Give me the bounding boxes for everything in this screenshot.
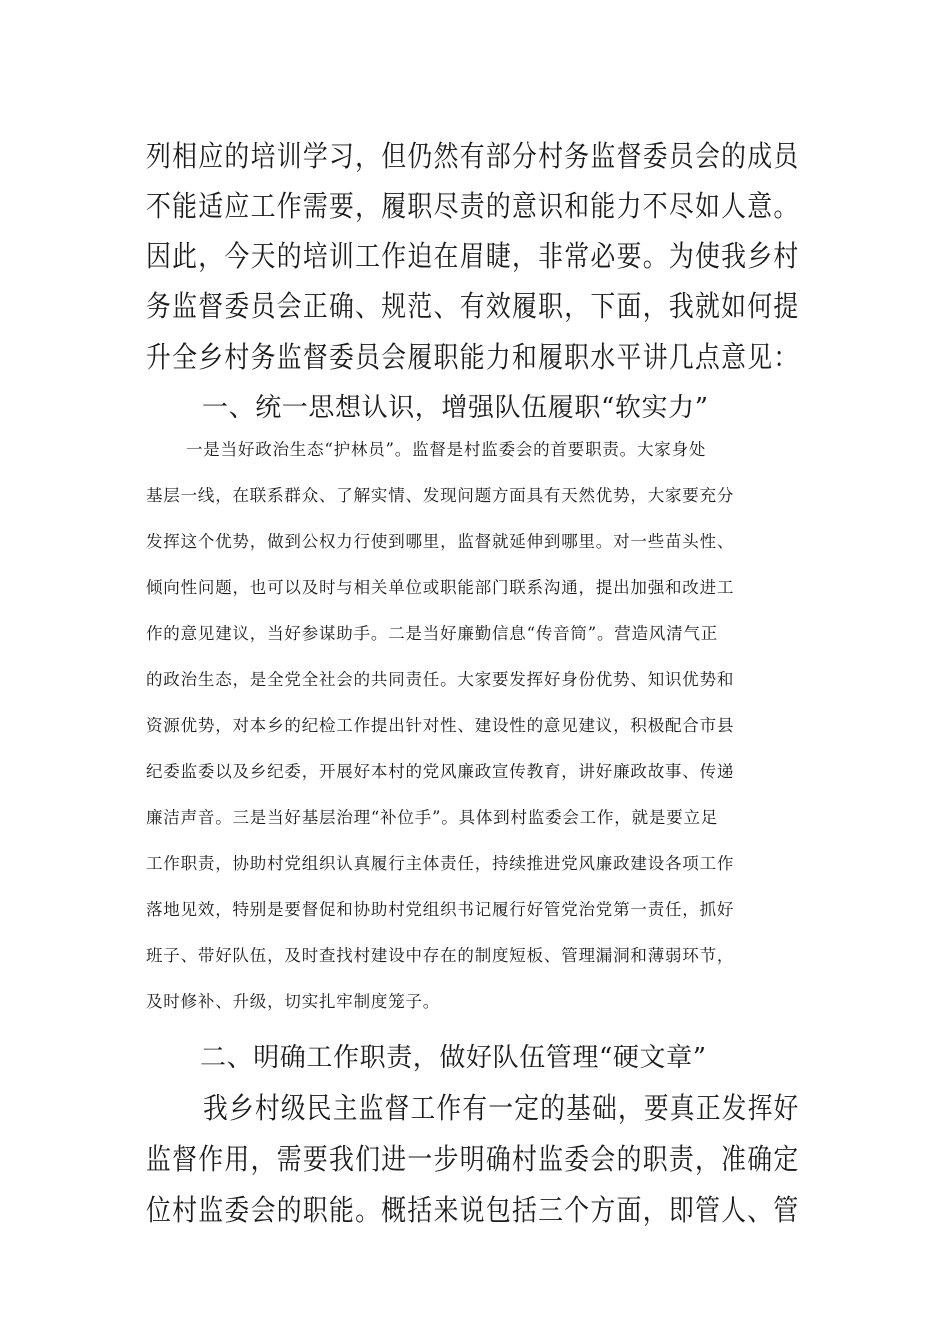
section-one-line-3: 发挥这个优势，做到公权力行使到哪里，监督就延伸到哪里。对一些苗头性、 (146, 532, 735, 551)
section-one-line-4: 倾向性问题，也可以及时与相关单位或职能部门联系沟通，提出加强和改进工 (146, 578, 735, 597)
section-one-line-10: 工作职责，协助村党组织认真履行主体责任，持续推进党风廉政建设各项工作 (146, 854, 735, 873)
section-two-line-3: 位村监委会的职能。概括来说包括三个方面，即管人、管 (146, 1193, 800, 1227)
section-one-line-2: 基层一线，在联系群众、了解实情、发现问题方面具有天然优势，大家要充分 (146, 486, 735, 505)
intro-line-4: 务监督委员会正确、规范、有效履职，下面，我就如何提 (146, 289, 800, 323)
section-two-line-1: 我乡村级民主监督工作有一定的基础，要真正发挥好 (203, 1091, 800, 1125)
intro-line-5: 升全乡村务监督委员会履职能力和履职水平讲几点意见： (146, 340, 800, 374)
section-one-line-1: 一是当好政治生态“护林员”。监督是村监委会的首要职责。大家身处 (186, 440, 707, 459)
section-one-line-12: 班子、带好队伍，及时查找村建设中存在的制度短板、管理漏洞和薄弱环节， (146, 946, 735, 965)
section-one-heading: 一、统一思想认识，增强队伍履职“软实力” (202, 393, 709, 423)
section-one-line-11: 落地见效，特别是要督促和协助村党组织书记履行好管党治党第一责任，抓好 (146, 900, 735, 919)
section-one-line-13: 及时修补、升级，切实扎牢制度笼子。 (146, 992, 441, 1011)
section-one-line-7: 资源优势，对本乡的纪检工作提出针对性、建设性的意见建议，积极配合市县 (146, 716, 735, 735)
intro-line-2: 不能适应工作需要，履职尽责的意识和能力不尽如人意。 (146, 189, 800, 223)
section-two-line-2: 监督作用，需要我们进一步明确村监委会的职责，准确定 (146, 1142, 800, 1176)
section-one-line-8: 纪委监委以及乡纪委，开展好本村的党风廉政宣传教育，讲好廉政故事、传递 (146, 762, 735, 781)
section-two-heading: 二、明确工作职责，做好队伍管理“硬文章” (200, 1043, 707, 1073)
section-one-line-6: 的政治生态，是全党全社会的共同责任。大家要发挥好身份优势、知识优势和 (146, 670, 735, 689)
section-one-line-9: 廉洁声音。三是当好基层治理“补位手”。具体到村监委会工作，就是要立足 (146, 808, 719, 827)
section-one-line-5: 作的意见建议，当好参谋助手。二是当好廉勤信息“传音筒”。营造风清气正 (146, 624, 719, 643)
intro-line-3: 因此，今天的培训工作迫在眉睫，非常必要。为使我乡村 (146, 239, 800, 273)
intro-line-1: 列相应的培训学习，但仍然有部分村务监督委员会的成员 (146, 139, 800, 173)
